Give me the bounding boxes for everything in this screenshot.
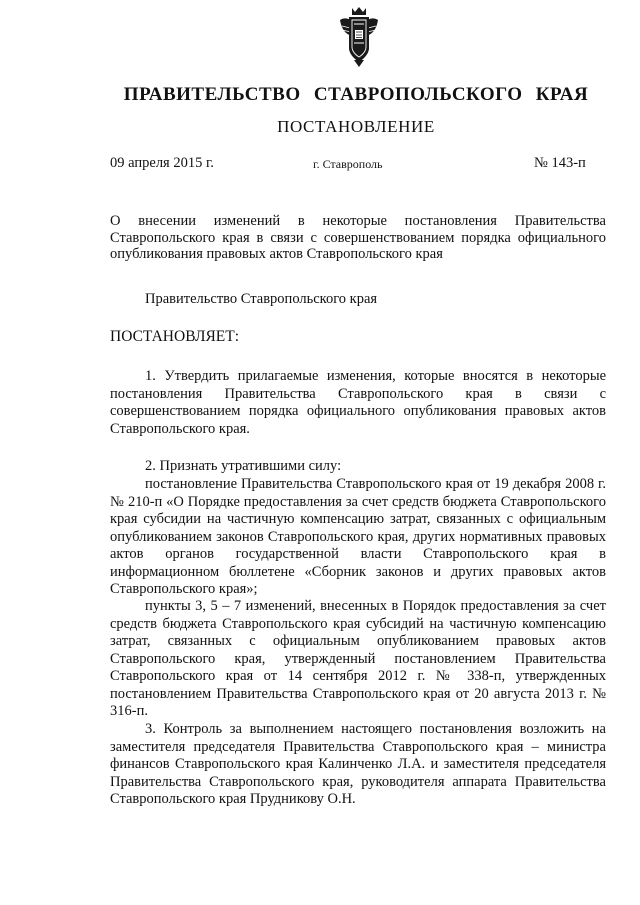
paragraph-2-heading-text: 2. Признать утратившими силу:	[145, 458, 342, 474]
paragraph-2-item-2	[110, 598, 606, 721]
paragraph-3	[110, 721, 606, 809]
document-subject: О внесении изменений в некоторые постановления Правительства Ставропольского края в связи с совершенствованием порядка официального опубликования правовых актов Ставропольского края	[110, 213, 606, 262]
paragraph-2-item-1	[110, 476, 606, 599]
document-date: 09 апреля 2015 г.	[110, 155, 214, 171]
government-title: ПРАВИТЕЛЬСТВО СТАВРОПОЛЬСКОГО КРАЯ	[123, 84, 589, 105]
paragraph-3-text: 3. Контроль за выполнением настоящего постановления возложить на заместителя председателя Правительства Ставропольского края – министра финансов Ставропольского края Калинченко Л.А. и заместителя председателя Правительства Ставропольского края, руководителя аппарата Правительства Ставропольского края Прудникову О.Н.	[110, 721, 606, 807]
preamble: Правительство Ставропольского края	[145, 291, 378, 307]
paragraph-2-item-1-text: постановление Правительства Ставропольского края от 19 декабря 2008 г. № 210-п «О Порядке предоставления за счет средств бюджета Ставропольского края субсидии на частичную компенсацию затрат, связанных с официальным опубликованием законов Ставропольского края, других нормативных правовых актов органов государственной власти Ставропольского края в информационном бюллетене «Сборник законов и других правовых актов Ставропольского края»;	[110, 476, 606, 597]
paragraph-2-item-2-text: пункты 3, 5 – 7 изменений, внесенных в Порядок предоставления за счет средств бюджета Ставропольского края субсидий на частичную компенсацию затрат, связанных с официальным опубликованием правовых актов Ставропольского края, утвержденный постановлением Правительства Ставропольского края от 14 сентября 2012 г. № 338-п, утвержденных постановлением Правительства Ставропольского края от 20 августа 2013 г. № 316-п.	[110, 598, 606, 719]
coat-of-arms-icon	[338, 6, 380, 68]
decree-word: ПОСТАНОВЛЯЕТ:	[110, 328, 240, 345]
document-number: № 143-п	[534, 155, 586, 171]
document-type: ПОСТАНОВЛЕНИЕ	[277, 117, 435, 136]
paragraph-1-text: 1. Утвердить прилагаемые изменения, которые вносятся в некоторые постановления Правительства Ставропольского края в связи с совершенствованием порядка официального опубликования правовых актов Ставропольского края.	[110, 368, 606, 437]
paragraph-1	[110, 368, 606, 438]
document-city: г. Ставрополь	[313, 157, 383, 171]
paragraph-2-heading	[110, 458, 606, 476]
